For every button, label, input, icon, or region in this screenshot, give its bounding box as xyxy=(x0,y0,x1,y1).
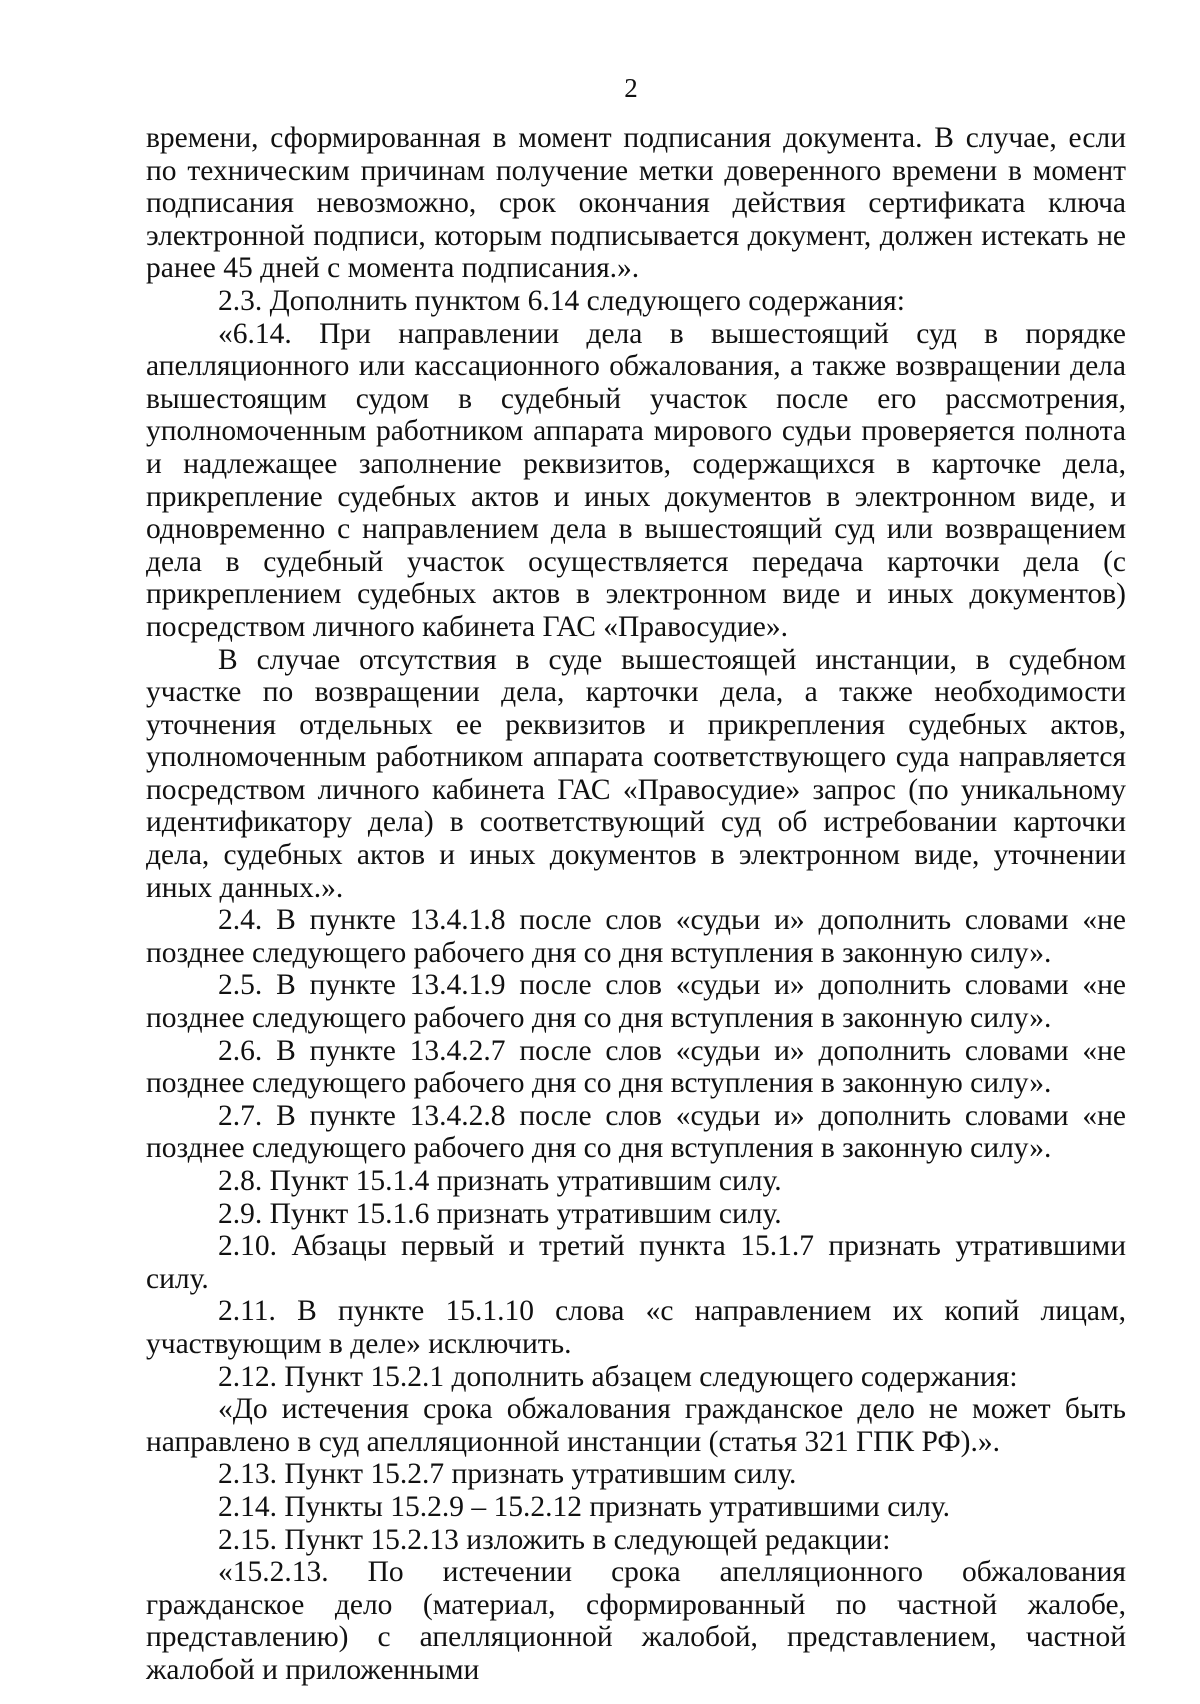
paragraph: 2.6. В пункте 13.4.2.7 после слов «судьи и» дополнить словами «не позднее следующего рабочего дня со дня вступления в законную силу». xyxy=(146,1034,1126,1100)
paragraph: 2.10. Абзацы первый и третий пункта 15.1.7 признать утратившими силу. xyxy=(146,1230,1126,1295)
paragraph: 2.11. В пункте 15.1.10 слова «с направлением их копий лицам, участвующим в деле» исключить. xyxy=(146,1295,1126,1360)
paragraph: «6.14. При направлении дела в вышестоящий суд в порядке апелляционного или кассационного обжалования, а также возвращении дела вышестоящим судом в судебный участок после его рассмотрения, уполномоченным работником аппарата мирового судьи проверяется полнота и надлежащее заполнение реквизитов, содержащихся в карточке дела, прикрепление судебных актов и иных документов в электронном виде, и одновременно с направлением дела в вышестоящий суд или возвращением дела в судебный участок осуществляется передача карточки дела (с прикреплением судебных актов в электронном виде и иных документов) посредством личного кабинета ГАС «Правосудие». xyxy=(146,317,1126,643)
paragraph: «До истечения срока обжалования гражданское дело не может быть направлено в суд апелляционной инстанции (статья 321 ГПК РФ).». xyxy=(146,1393,1126,1458)
paragraph: В случае отсутствия в суде вышестоящей инстанции, в судебном участке по возвращении дела, карточки дела, а также необходимости уточнения отдельных ее реквизитов и прикрепления судебных актов, уполномоченным работником аппарата соответствующего суда направляется посредством личного кабинета ГАС «Правосудие» запрос (по уникальному идентификатору дела) в соответствующий суд об истребовании карточки дела, судебных актов и иных документов в электронном виде, уточнении иных данных.». xyxy=(146,643,1126,904)
page-number: 2 xyxy=(624,73,638,103)
document-body xyxy=(146,122,1126,1687)
paragraph: 2.5. В пункте 13.4.1.9 после слов «судьи и» дополнить словами «не позднее следующего рабочего дня со дня вступления в законную силу». xyxy=(146,969,1126,1035)
paragraph: «15.2.13. По истечении срока апелляционного обжалования гражданское дело (материал, сформированный по частной жалобе, представлению) с апелляционной жалобой, представлением, частной жалобой и приложенными xyxy=(146,1556,1126,1686)
paragraph: 2.9. Пункт 15.1.6 признать утратившим силу. xyxy=(218,1197,782,1230)
paragraph: 2.3. Дополнить пунктом 6.14 следующего содержания: xyxy=(218,284,905,317)
paragraph: 2.13. Пункт 15.2.7 признать утратившим силу. xyxy=(218,1458,797,1491)
paragraph: 2.8. Пункт 15.1.4 признать утратившим силу. xyxy=(218,1165,782,1197)
paragraph: 2.12. Пункт 15.2.1 дополнить абзацем следующего содержания: xyxy=(218,1360,1018,1393)
paragraph: 2.4. В пункте 13.4.1.8 после слов «судьи и» дополнить словами «не позднее следующего рабочего дня со дня вступления в законную силу». xyxy=(146,904,1126,969)
paragraph: времени, сформированная в момент подписания документа. В случае, если по техническим причинам получение метки доверенного времени в момент подписания невозможно, срок окончания действия сертификата ключа электронной подписи, которым подписывается документ, должен истекать не ранее 45 дней с момента подписания.». xyxy=(146,122,1126,285)
paragraph: 2.14. Пункты 15.2.9 – 15.2.12 признать утратившими силу. xyxy=(218,1490,950,1523)
paragraph: 2.7. В пункте 13.4.2.8 после слов «судьи и» дополнить словами «не позднее следующего рабочего дня со дня вступления в законную силу». xyxy=(146,1099,1126,1165)
paragraph: 2.15. Пункт 15.2.13 изложить в следующей редакции: xyxy=(218,1523,891,1556)
